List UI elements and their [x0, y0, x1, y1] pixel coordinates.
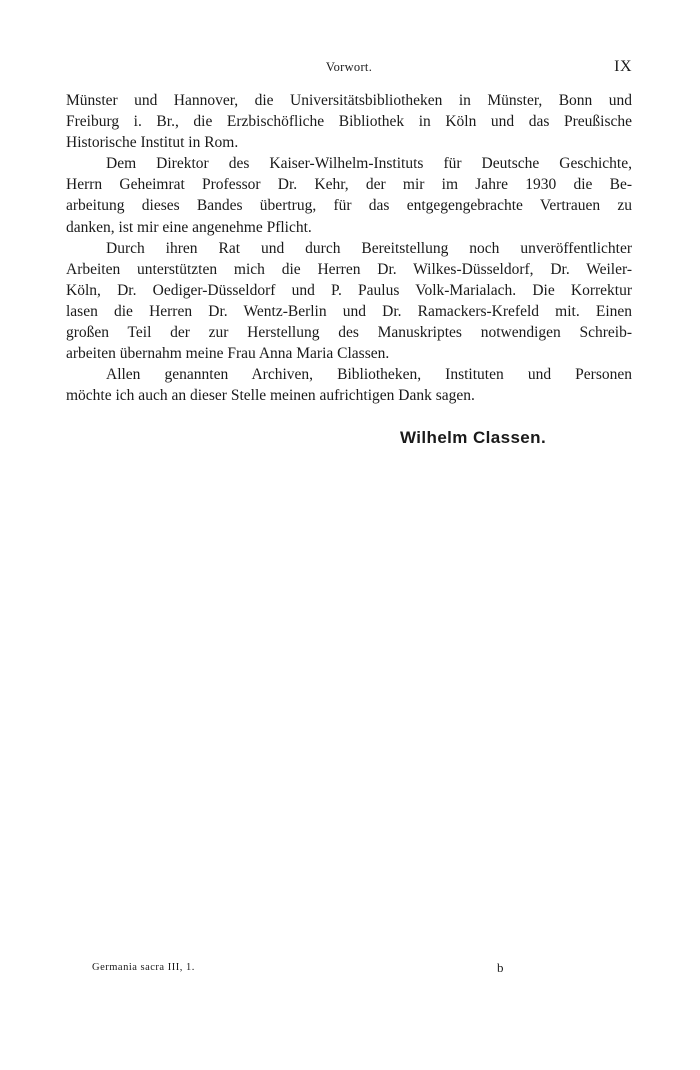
running-title: Vorwort. — [325, 60, 373, 74]
text-line: arbeitung dieses Bandes übertrug, für das entgegengebrachte Vertrauen zu — [66, 197, 632, 215]
text-line: Historische Institut in Rom. — [66, 134, 239, 152]
author-signature: Wilhelm Classen. — [400, 428, 547, 447]
text-line: Allen genannten Archiven, Bibliotheken, Instituten und Personen — [106, 366, 632, 384]
series-footnote: Germania sacra III, 1. — [92, 962, 195, 973]
text-line: Dem Direktor des Kaiser-Wilhelm-Instituts für Deutsche Geschichte, — [106, 155, 632, 173]
running-head — [66, 58, 632, 80]
text-line: großen Teil der zur Herstellung des Manuskriptes notwendigen Schreib- — [66, 324, 632, 342]
paragraph-thanks-director — [66, 153, 632, 237]
text-line: Herrn Geheimrat Professor Dr. Kehr, der mir im Jahre 1930 die Be- — [66, 176, 632, 194]
text-line: Köln, Dr. Oediger-Düsseldorf und P. Paulus Volk-Marialach. Die Korrektur — [66, 281, 632, 299]
text-line: Freiburg i. Br., die Erzbischöfliche Bibliothek in Köln und das Preußische — [66, 113, 632, 131]
signature-mark: b — [497, 960, 504, 975]
text-line: danken, ist mir eine angenehme Pflicht. — [66, 218, 312, 236]
text-line: möchte ich auch an dieser Stelle meinen aufrichtigen Dank sagen. — [66, 387, 475, 405]
page-number: IX — [614, 58, 632, 75]
text-line: Münster und Hannover, die Universitätsbibliotheken in Münster, Bonn und — [66, 92, 632, 109]
paragraph-closing — [66, 364, 632, 406]
paragraph-thanks-colleagues — [66, 238, 632, 365]
text-line: lasen die Herren Dr. Wentz-Berlin und Dr. Ramackers-Krefeld mit. Einen — [66, 302, 632, 320]
text-line: Arbeiten unterstützten mich die Herren Dr. Wilkes-Düsseldorf, Dr. Weiler- — [66, 260, 632, 278]
paragraph-continuation — [66, 90, 632, 153]
body-text — [66, 90, 632, 406]
text-line: Durch ihren Rat und durch Bereitstellung noch unveröffentlichter — [106, 239, 632, 257]
text-line: arbeiten übernahm meine Frau Anna Maria Classen. — [66, 345, 390, 363]
